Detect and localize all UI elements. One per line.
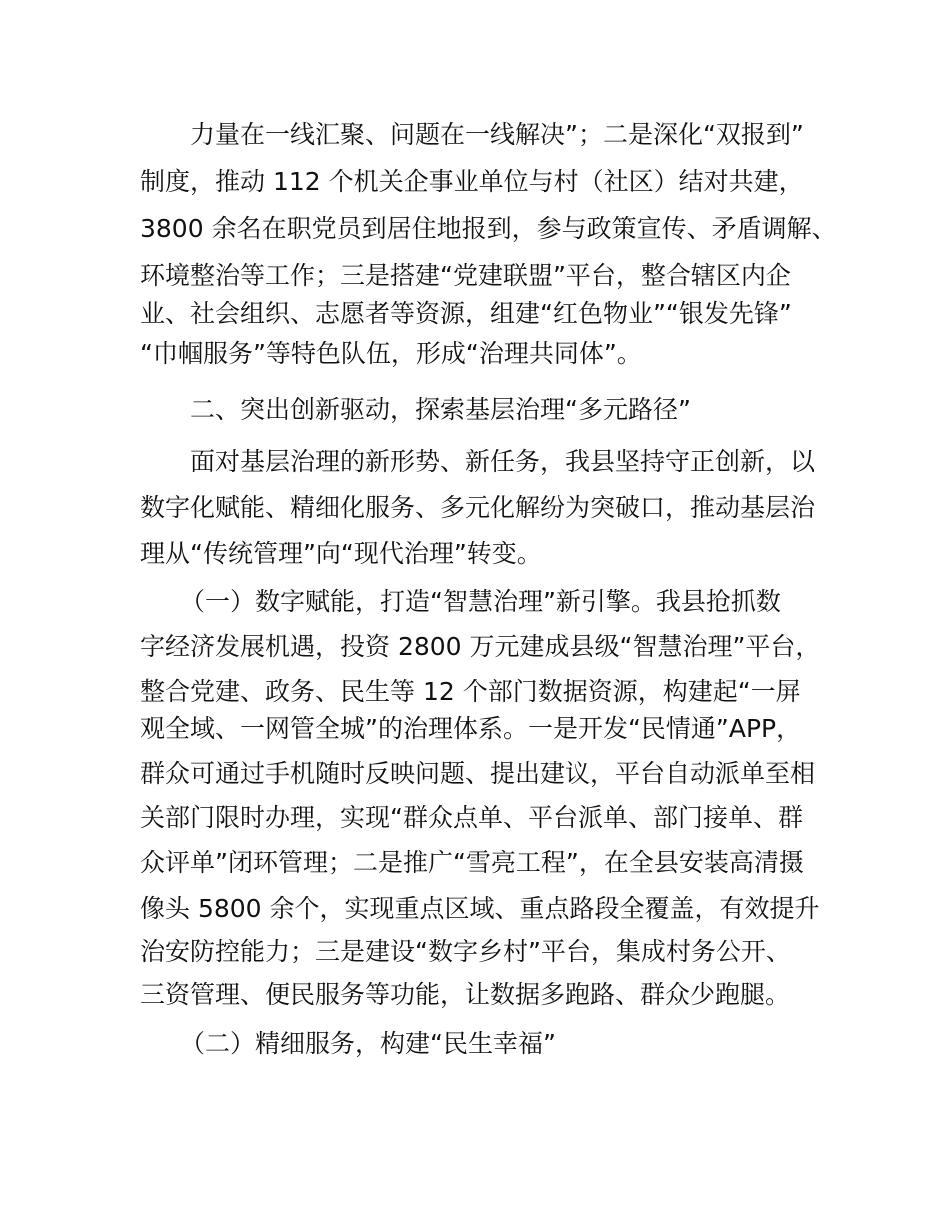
paragraph-line: 力量在一线汇聚、问题在一线解决”；二是深化“双报到” bbox=[190, 120, 804, 149]
paragraph-line: 观全域、一网管全城”的治理体系。一是开发“民情通”APP， bbox=[140, 714, 802, 743]
paragraph-line: 群众可通过手机随时反映问题、提出建议，平台自动派单至相 bbox=[140, 759, 816, 788]
paragraph-line: 关部门限时办理，实现“群众点单、平台派单、部门接单、群 bbox=[140, 803, 803, 832]
paragraph-line: 业、社会组织、志愿者等资源，组建“红色物业”“银发先锋” bbox=[140, 299, 792, 328]
paragraph-line: “巾帼服务”等特色队伍，形成“治理共同体”。 bbox=[140, 339, 642, 368]
paragraph-line: 三资管理、便民服务等功能，让数据多跑路、群众少跑腿。 bbox=[140, 980, 791, 1009]
paragraph-line: 3800 余名在职党员到居住地报到，参与政策宣传、矛盾调解、 bbox=[140, 214, 837, 243]
section-heading: 二、突出创新驱动，探索基层治理“多元路径” bbox=[190, 395, 691, 424]
paragraph-line: 面对基层治理的新形势、新任务，我县坚持守正创新，以 bbox=[190, 447, 816, 476]
paragraph-line: 众评单”闭环管理；二是推广“雪亮工程”，在全县安装高清摄 bbox=[140, 848, 804, 877]
paragraph-line: 字经济发展机遇，投资 2800 万元建成县级“智慧治理”平台， bbox=[140, 632, 821, 661]
paragraph-line: 整合党建、政务、民生等 12 个部门数据资源，构建起“一屏 bbox=[140, 677, 801, 706]
paragraph-line: 像头 5800 余个，实现重点区域、重点路段全覆盖，有效提升 bbox=[140, 894, 820, 923]
paragraph-line: 理从“传统管理”向“现代治理”转变。 bbox=[140, 539, 542, 568]
paragraph-line: 治安防控能力；三是建设“数字乡村”平台，集成村务公开、 bbox=[140, 937, 791, 966]
subsection-line: （二）精细服务，构建“民生幸福” bbox=[180, 1029, 556, 1058]
paragraph-line: 数字化赋能、精细化服务、多元化解纷为突破口，推动基层治 bbox=[140, 493, 816, 522]
subsection-line: （一）数字赋能，打造“智慧治理”新引擎。我县抢抓数 bbox=[180, 587, 781, 616]
paragraph-line: 环境整治等工作；三是搭建“党建联盟”平台，整合辖区内企 bbox=[140, 261, 791, 290]
paragraph-line: 制度，推动 112 个机关企事业单位与村（社区）结对共建， bbox=[140, 167, 804, 196]
